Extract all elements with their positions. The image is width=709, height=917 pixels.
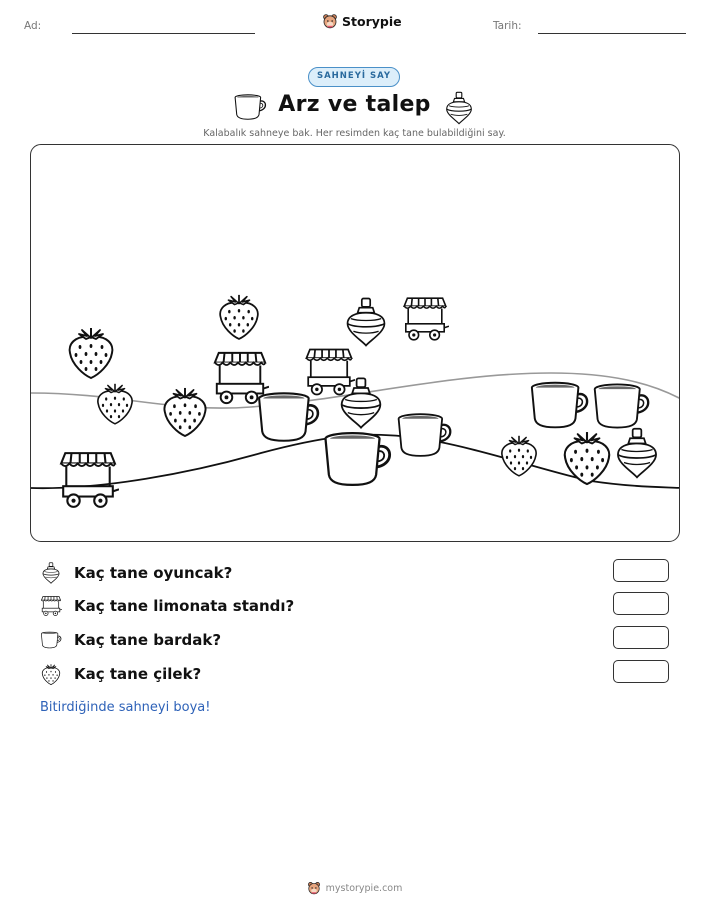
strawberry-2 (70, 328, 113, 378)
question-lemonade-stands (40, 594, 294, 618)
footer-url: mystorypie.com (325, 882, 403, 894)
instructions: Kalabalık sahneye bak. Her resimden kaç tane bulabildiğini say. (203, 128, 506, 139)
spinning-top-1 (348, 298, 385, 345)
question-toys (40, 561, 232, 585)
cup-2 (326, 433, 390, 485)
mascot-icon (322, 13, 338, 29)
finish-note: Bitirdiğinde sahneyi boya! (40, 700, 211, 715)
page-title: Arz ve talep (278, 92, 431, 117)
question-cups (40, 628, 221, 652)
cup-icon (40, 629, 62, 651)
date-field[interactable] (538, 33, 686, 34)
mascot-icon (307, 881, 321, 895)
name-label: Ad: (24, 20, 42, 32)
strawberry-5 (502, 436, 536, 476)
spinning-top-icon (445, 91, 473, 125)
lemonade-stand-3 (306, 349, 355, 394)
spinning-top-icon (40, 562, 62, 584)
cup-1 (259, 393, 318, 440)
footer (0, 881, 709, 895)
name-field[interactable] (72, 33, 255, 34)
brand-name: Storypie (342, 13, 402, 29)
question-strawberries (40, 662, 201, 686)
lemonade-stand-1 (404, 298, 449, 340)
answer-box-toys[interactable] (613, 559, 669, 582)
strawberry-3 (98, 384, 132, 424)
cup-5 (595, 384, 648, 427)
activity-badge: SAHNEYİ SAY (308, 67, 400, 87)
brand-logo (322, 13, 402, 29)
strawberry-4 (164, 388, 205, 436)
cup-4 (532, 383, 587, 428)
question-text: Kaç tane limonata standı? (74, 597, 295, 615)
date-label: Tarih: (493, 20, 522, 32)
question-text: Kaç tane bardak? (74, 631, 222, 649)
question-text: Kaç tane çilek? (74, 665, 202, 683)
lemonade-stand-4 (61, 453, 119, 507)
spinning-top-3 (618, 429, 656, 478)
strawberry-1 (220, 295, 258, 339)
counting-scene (30, 144, 680, 542)
strawberry-icon (40, 663, 62, 685)
scene-illustration (31, 145, 680, 542)
lemonade-stand-icon (40, 595, 62, 617)
cup-3 (399, 414, 451, 456)
question-text: Kaç tane oyuncak? (74, 564, 233, 582)
answer-box-lemonade-stands[interactable] (613, 592, 669, 615)
answer-box-cups[interactable] (613, 626, 669, 649)
answer-box-strawberries[interactable] (613, 660, 669, 683)
